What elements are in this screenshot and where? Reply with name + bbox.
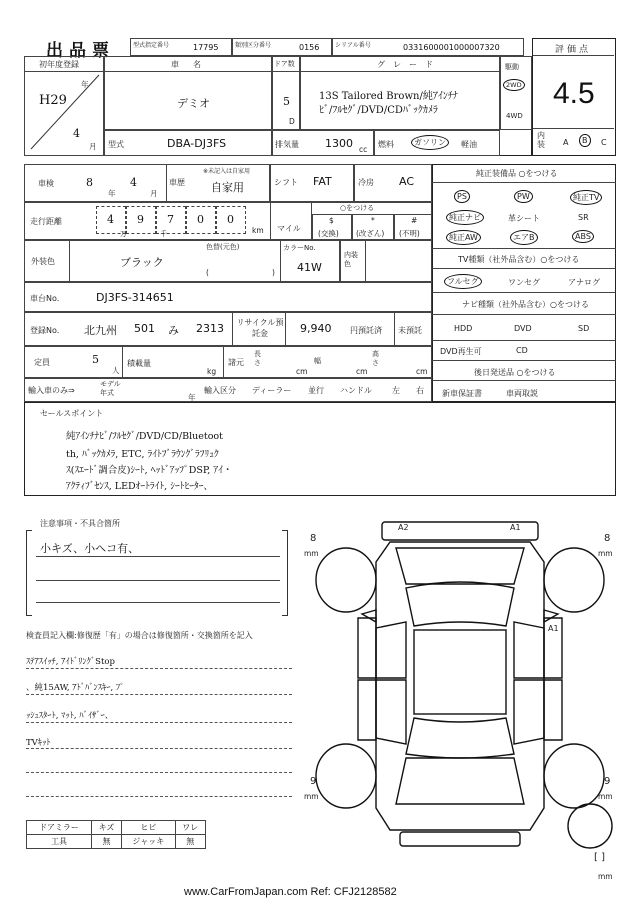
- displacement: 1300: [325, 137, 353, 150]
- equip-nav: 純正ナビ: [446, 210, 484, 225]
- fuel-cell: 燃料 ガソリン 軽油: [374, 130, 500, 156]
- fuel-gasoline: ガソリン: [411, 135, 449, 150]
- tread-rr: 9: [604, 776, 611, 787]
- mileage-digits: [96, 206, 246, 236]
- sales-line: 純ｱｲﾝﾁﾅﾋﾞ/ﾌﾙｾｸﾞ/DVD/CD/Bluetoot: [66, 431, 223, 442]
- drive-cell: 駆動 2WD 4WD: [500, 56, 532, 130]
- tread-fl: 8: [310, 533, 317, 544]
- car-damage-diagram: [300, 518, 620, 858]
- chassis-number: DJ3FS-314651: [96, 291, 174, 304]
- inspector-line: ｽﾃｱｽｲｯﾁ, ｱｲﾄﾞﾘﾝｸﾞStop: [26, 657, 115, 667]
- tread-fr: 8: [604, 533, 611, 544]
- drive-2wd: 2WD: [503, 79, 525, 91]
- usage-type: 自家用: [211, 181, 244, 194]
- damage-mark-a2: A2: [398, 523, 409, 532]
- notes-line: 小キズ、小ヘコ有、: [40, 542, 140, 555]
- first-reg-year: H29: [39, 93, 67, 108]
- footer-reference: www.CarFromJapan.com Ref: CFJ2128582: [184, 886, 397, 898]
- inspector-line: TVｷｯﾄ: [26, 738, 51, 748]
- equip-ps: PS: [454, 190, 470, 203]
- later-warranty: 新車保証書: [442, 389, 482, 398]
- recycle-fee: 9,940: [300, 322, 332, 335]
- damage-mark-a1-side: A1: [548, 624, 559, 633]
- shaken-month: 4: [130, 176, 137, 189]
- sales-line: th, ﾊﾞｯｸｶﾒﾗ, ETC, ﾗｲﾄﾌﾞﾗｳﾝｸﾞﾗﾌﾘｭｸ: [66, 449, 219, 460]
- first-reg-month: 4: [73, 127, 80, 140]
- plate-area: 北九州: [84, 324, 117, 337]
- category-no-cell: 類別区分番号 0156: [232, 38, 332, 56]
- plate-kana: み: [168, 324, 179, 337]
- damage-mark-a1-front: A1: [510, 523, 521, 532]
- equip-abs: ABS: [572, 230, 594, 243]
- grade-score-box: 評価点 4.5 内装 A B C: [532, 38, 616, 156]
- grade-cell: グレード 13S Tailored Brown/純ｱｲﾝﾁﾅ ﾋﾞ/ﾌﾙｾｸﾞ/DVD/CDﾊﾞｯｸｶﾒﾗ: [300, 56, 500, 130]
- model-no: 17795: [193, 43, 219, 52]
- later-manual: 車両取説: [506, 389, 538, 398]
- door-cell: ドア数 5 D: [272, 56, 300, 130]
- equip-tv: 純正TV: [570, 190, 602, 205]
- inspector-line: 、純15AW, ｱﾄﾞﾊﾞﾝｽｷｰ, ﾌﾟ: [26, 683, 125, 693]
- color-number: 41W: [297, 261, 322, 274]
- sales-line: ｽ(ｽｴｰﾄﾞ調合皮)ｼｰﾄ, ﾍｯﾄﾞｱｯﾌﾟDSP, ｱｲ・: [66, 465, 233, 476]
- mileage-digit: 7: [167, 213, 174, 226]
- door-count: 5: [283, 95, 290, 108]
- sheet-title: 出品票: [46, 41, 115, 61]
- equip-aw: 純正AW: [446, 230, 481, 245]
- exterior-color: ブラック: [120, 256, 164, 269]
- shaken-year: 8: [86, 176, 93, 189]
- sales-line: ｱｸﾃｨﾌﾞｾﾝｽ, LEDｵｰﾄﾗｲﾄ, ｼｰﾄﾋｰﾀｰ、: [66, 481, 213, 492]
- type-cell: 型式 DBA-DJ3FS: [104, 130, 272, 156]
- plate-number: 2313: [196, 322, 224, 335]
- mileage-digit: 4: [107, 213, 114, 226]
- model-no-cell: 型式指定番号 17795: [130, 38, 232, 56]
- first-reg-cell: 初年度登録 H29 年 4 月: [24, 56, 104, 156]
- mileage-digit: 9: [137, 213, 144, 226]
- interior-grade-b: B: [579, 134, 591, 147]
- mileage-digit: 0: [197, 213, 204, 226]
- notes-bracket: [26, 530, 32, 616]
- plate-class: 501: [134, 322, 155, 335]
- ac-type: AC: [399, 175, 415, 188]
- displacement-cell: 排気量 1300 cc: [272, 130, 374, 156]
- capacity: 5: [92, 353, 99, 366]
- serial-cell: シリアル番号 0331600001000007320: [332, 38, 524, 56]
- equip-airbag: エアB: [510, 230, 538, 245]
- tread-rl: 9: [310, 776, 317, 787]
- inspector-line: ｯｼｭｽﾀｰﾄ, ﾏｯﾄ, ﾊﾞｲｻﾞｰ、: [26, 711, 114, 721]
- category-no: 0156: [299, 43, 320, 52]
- serial-no: 0331600001000007320: [403, 43, 500, 52]
- car-name: デミオ: [177, 97, 210, 110]
- grade-score: 4.5: [553, 77, 595, 110]
- car-name-cell: 車名 デミオ: [104, 56, 272, 130]
- equip-pw: PW: [514, 190, 533, 203]
- grade-line-2: ﾋﾞ/ﾌﾙｾｸﾞ/DVD/CDﾊﾞｯｸｶﾒﾗ: [319, 105, 438, 116]
- mileage-digit: 0: [227, 213, 234, 226]
- tv-fullseg: フルセグ: [444, 274, 482, 289]
- tools-table: ドアミラー キズ ヒビ ワレ 工具 無 ジャッキ 無: [26, 820, 206, 849]
- model-type: DBA-DJ3FS: [167, 137, 227, 150]
- shift-type: FAT: [313, 175, 332, 188]
- grade-line-1: 13S Tailored Brown/純ｱｲﾝﾁﾅ: [319, 91, 458, 102]
